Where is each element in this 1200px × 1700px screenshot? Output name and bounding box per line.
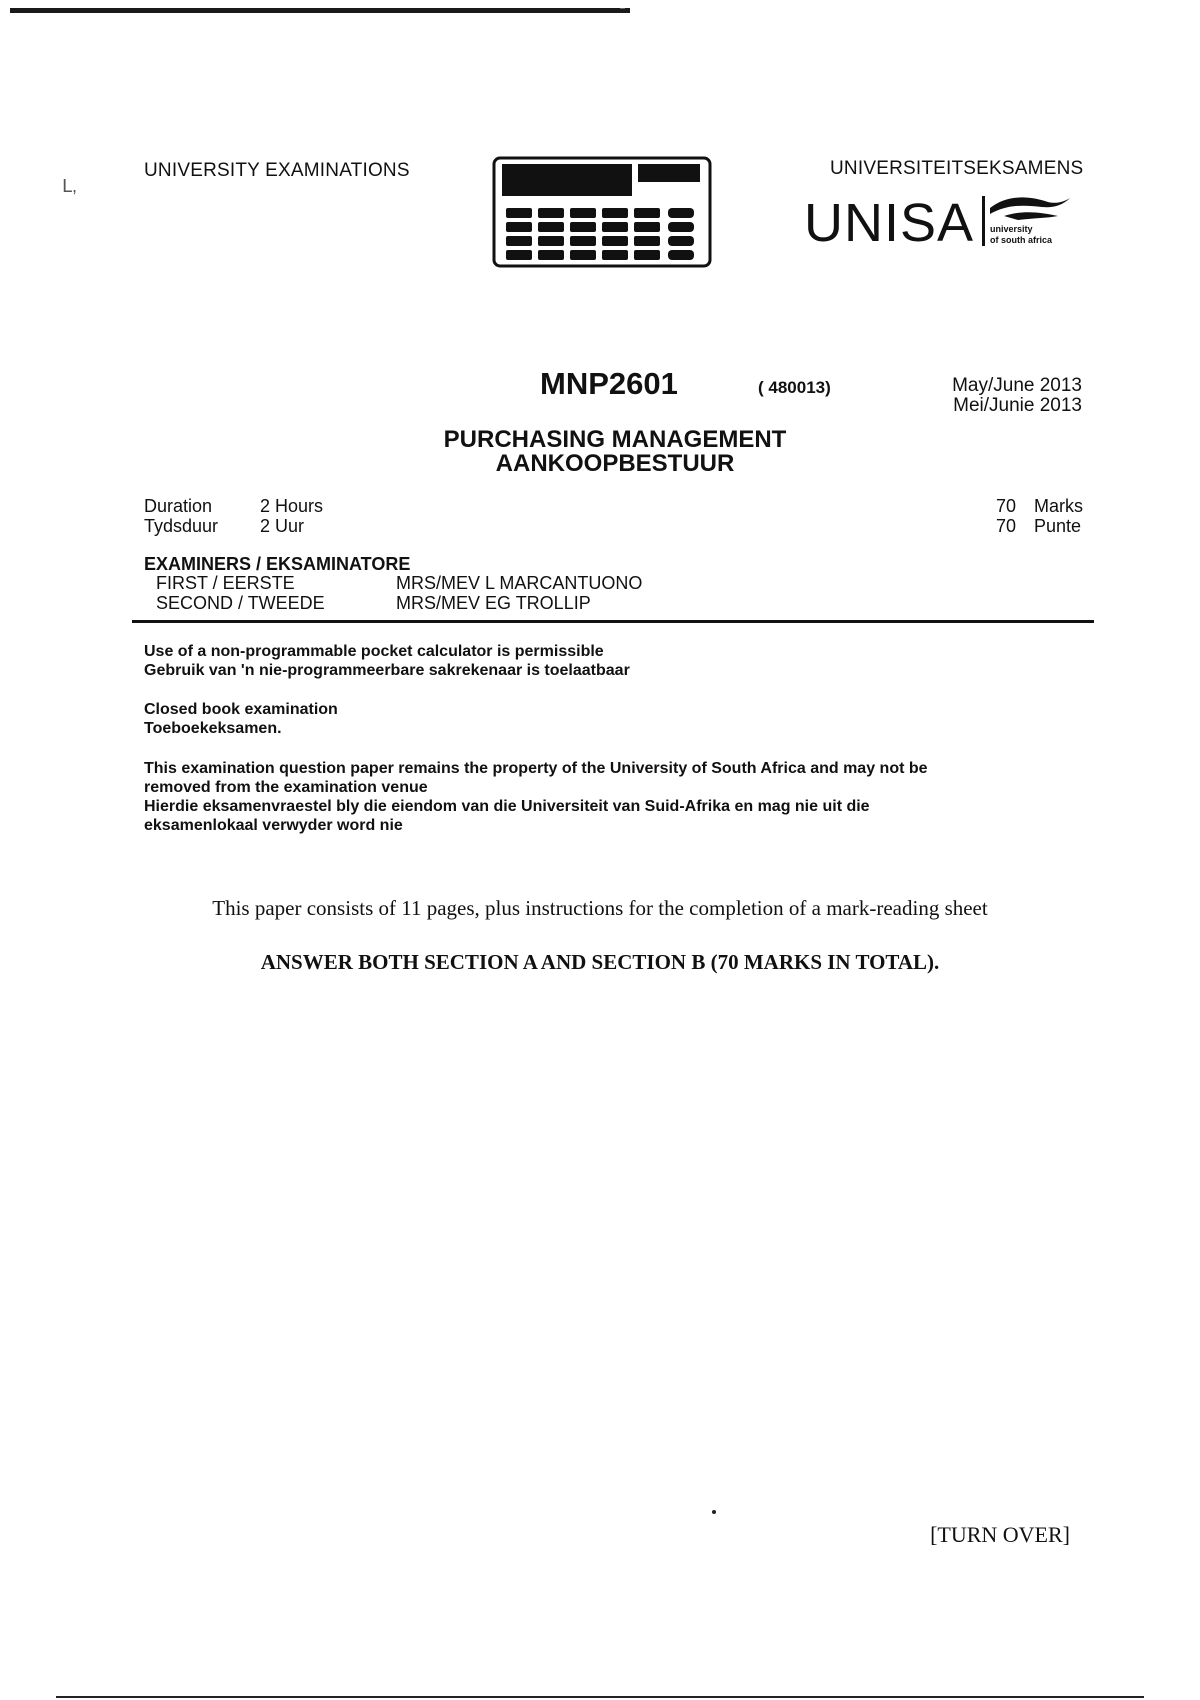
examiners-heading: EXAMINERS / EKSAMINATORE [144,554,411,574]
header-university-examinations: UNIVERSITY EXAMINATIONS [144,160,410,181]
punte-value: 70 [996,516,1017,536]
unisa-tagline-1: university [990,224,1033,234]
answer-note: ANSWER BOTH SECTION A AND SECTION B (70 MARKS IN TOTAL). [260,950,940,974]
instruction-closed-book-af: Toeboekeksamen. [144,720,282,737]
marks-label: Marks [1034,496,1083,516]
top-border-line-thin [620,8,625,9]
unisa-logo-wordmark: UNISA [804,193,975,253]
duration-value: 2 Hours [260,496,324,516]
top-border-line [10,8,630,13]
instruction-property-en-2: removed from the examination venue [144,779,428,796]
calculator-icon [492,156,712,268]
instruction-closed-book [144,700,1064,738]
header-divider [132,620,1094,623]
instruction-calculator-af: Gebruik van 'n nie-programmeerbare sakrekenaar is toelaatbaar [144,662,630,679]
course-title-en: PURCHASING MANAGEMENT [443,426,787,453]
course-title-af: AANKOOPBESTUUR [495,450,735,477]
examiner-name-second: MRS/MEV EG TROLLIP [396,593,591,613]
instruction-property-af-2: eksamenlokaal verwyder word nie [144,817,403,834]
stray-dot [712,1510,716,1514]
punte-label: Punte [1034,516,1082,536]
header-universiteitseksamens: UNIVERSITEITSEKSAMENS [830,158,1084,179]
exam-date-af: Mei/Junie 2013 [953,395,1082,416]
marks-value: 70 [996,496,1017,516]
bottom-border-line [56,1696,1144,1698]
tydsduur-label: Tydsduur [144,516,219,536]
instruction-calculator [144,642,1064,680]
exam-date [900,376,1082,416]
duration-label: Duration [144,496,213,516]
turn-over: [TURN OVER] [930,1522,1070,1547]
tydsduur-value: 2 Uur [260,516,305,536]
examiner-name-first: MRS/MEV L MARCANTUONO [396,573,643,593]
course-number: ( 480013) [758,378,831,397]
instruction-property-af-1: Hierdie eksamenvraestel bly die eiendom van die Universiteit van Suid-Afrika en mag nie uit die [144,798,870,815]
unisa-logo-emblem [978,194,1074,250]
course-code: MNP2601 [540,366,678,401]
instruction-calculator-en: Use of a non-programmable pocket calculator is permissible [144,643,604,660]
unisa-logo-mark [978,194,1074,250]
unisa-tagline-2: of south africa [990,235,1053,245]
pages-note: This paper consists of 11 pages, plus instructions for the completion of a mark-reading sheet [212,896,988,920]
calculator-icon-graphic [492,156,712,268]
exam-date-en: May/June 2013 [952,375,1082,396]
examiner-role-second: SECOND / TWEEDE [156,593,325,613]
instruction-property-en-1: This examination question paper remains the property of the University of South Africa and may not be [144,760,928,777]
examiner-role-first: FIRST / EERSTE [156,573,295,593]
instruction-closed-book-en: Closed book examination [144,701,338,718]
instruction-property [144,759,1064,835]
margin-mark: ᒪ, [62,176,78,196]
